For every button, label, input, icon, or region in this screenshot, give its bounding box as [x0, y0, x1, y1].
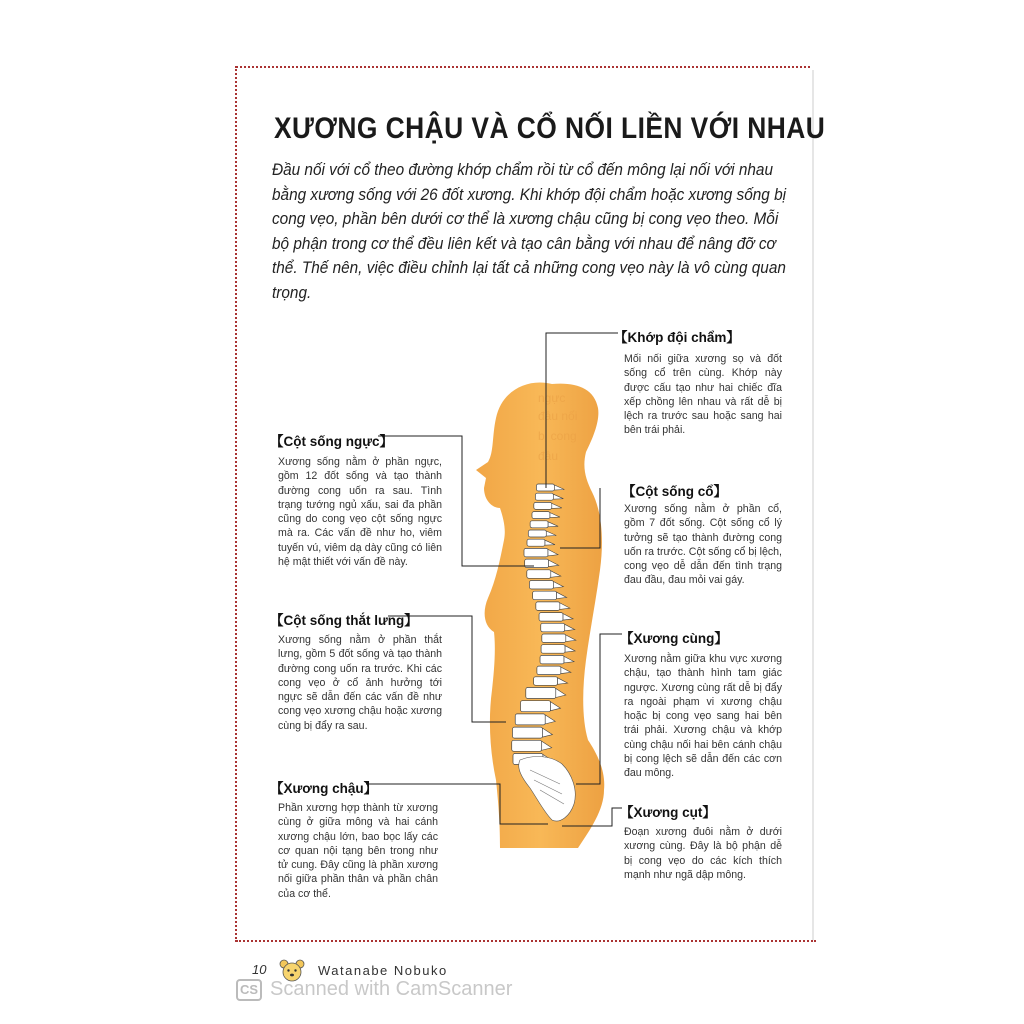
watermark-text: Scanned with CamScanner [270, 978, 513, 1000]
desc-xuong-cung: Xương nằm giữa khu vực xương chậu, tạo thành hình tam giác ngược. Xương cùng rất dễ bị đẩy ra ngoài phạm vi xương chậu hoặc bị cong vẹo sang hai bên trái phải. Xương chậu và khớp cùng chậu nối hai bên cánh chậu bị cong lệch sẽ dẫn đến các cơn đau mông. [624, 653, 782, 780]
camscanner-logo-icon: CS [236, 979, 262, 1001]
svg-text:bị cong: bị cong [538, 429, 577, 443]
vertebra [541, 645, 565, 654]
vertebra [528, 530, 546, 537]
vertebra [534, 677, 558, 686]
desc-khop-doi-cham: Mối nối giữa xương sọ và đốt sống cổ trên cùng. Khớp này được cấu tạo như hai chiếc đĩa xếp chồng lên nhau và rất dễ bị lệch ra trước sau hoặc sang hai bên trái phải. [624, 353, 782, 437]
svg-text:ngực: ngực [538, 391, 566, 405]
vertebra [541, 623, 565, 632]
vertebra [536, 602, 560, 611]
label-cot-song-nguc: 【Cột sống ngực】 [270, 434, 394, 449]
vertebra [532, 512, 550, 519]
vertebra [527, 539, 545, 546]
desc-xuong-chau: Phần xương hợp thành từ xương cùng ở giữa mông và hai cánh xương chậu lớn, bao bọc lấy các cơ quan nội tạng bên trong như tử cung. Đây cũng là phần xương nối giữa phần thân và phần chân của cơ thể. [278, 802, 438, 900]
label-khop-doi-cham: 【Khớp đội chẩm】 [614, 330, 740, 345]
vertebra [515, 714, 545, 725]
vertebra [537, 666, 561, 675]
label-cot-song-co: 【Cột sống cổ】 [622, 484, 727, 499]
desc-cot-song-that-lung: Xương sống nằm ở phần thắt lưng, gồm 5 đốt sống và tạo thành đường cong uốn ra trước. Khi các cong vẹo ở cổ ảnh hưởng tới ngực sẽ dẫn đến các vấn đề như cong vẹo xương chậu hoặc xương cùng bị đẩy ra sau. [278, 634, 442, 732]
vertebra [512, 727, 542, 738]
page-number: 10 [252, 962, 267, 977]
label-cot-song-that-lung: 【Cột sống thắt lưng】 [270, 613, 418, 628]
vertebra [540, 655, 564, 664]
vertebra [526, 688, 556, 699]
desc-xuong-cut: Đoạn xương đuôi nằm ở dưới xương cùng. Đây là bộ phận dễ bị cong vẹo do các kích thích mạnh như ngã dập mông. [624, 826, 782, 881]
vertebra [542, 634, 566, 643]
desc-cot-song-co: Xương sống nằm ở phần cổ, gồm 7 đốt sống. Cột sống cổ lý tưởng sẽ tạo thành đường cong uốn ra trước. Cột sống cổ bị lệch, cong vẹo dễ dẫn đến tình trạng đau đầu, đau mỏi vai gáy. [624, 503, 782, 587]
vertebra [535, 493, 553, 500]
vertebra [527, 570, 551, 579]
intro-paragraph: Đầu nối với cổ theo đường khớp chẩm rồi từ cổ đến mông lại nối với nhau bằng xương sống với 26 đốt xương. Khi khớp đội chẩm hoặc xương sống bị cong vẹo, phần bên dưới cơ thể là xương chậu cũng bị cong vẹo theo. Mỗi bộ phận trong cơ thể đều liên kết và tạo cân bằng với nhau để nâng đỡ cơ thể. Thế nên, việc điều chỉnh lại tất cả những cong vẹo này là vô cùng quan trọng. [272, 161, 787, 302]
vertebra [530, 521, 548, 528]
vertebra [539, 613, 563, 622]
vertebra [512, 740, 542, 751]
label-xuong-cung: 【Xương cùng】 [620, 631, 728, 646]
author-name: Watanabe Nobuko [318, 963, 448, 978]
vertebra [534, 502, 552, 509]
svg-text:đầu: đầu [538, 449, 559, 463]
svg-text:đầu nối: đầu nối [538, 409, 578, 423]
vertebra [524, 548, 548, 557]
desc-cot-song-nguc: Xương sống nằm ở phần ngực, gồm 12 đốt sống và tạo thành đường cong uốn ra sau. Tình trạng tướng ngủ xấu, sai đa phần cũng do cong vẹo cột sống ngực mà ra. Các vấn đề như ho, viêm tuyến vú, viêm dạ dày cũng có liên hệ mật thiết với vấn đề này. [278, 456, 442, 569]
page-title: XƯƠNG CHẬU VÀ CỔ NỐI LIỀN VỚI NHAU [274, 112, 826, 145]
vertebra [533, 591, 557, 600]
label-xuong-cut: 【Xương cụt】 [620, 805, 716, 820]
vertebra [536, 484, 554, 491]
label-xuong-chau: 【Xương chậu】 [270, 781, 378, 796]
watermark [236, 978, 512, 1001]
vertebra [521, 701, 551, 712]
vertebra [529, 581, 553, 590]
